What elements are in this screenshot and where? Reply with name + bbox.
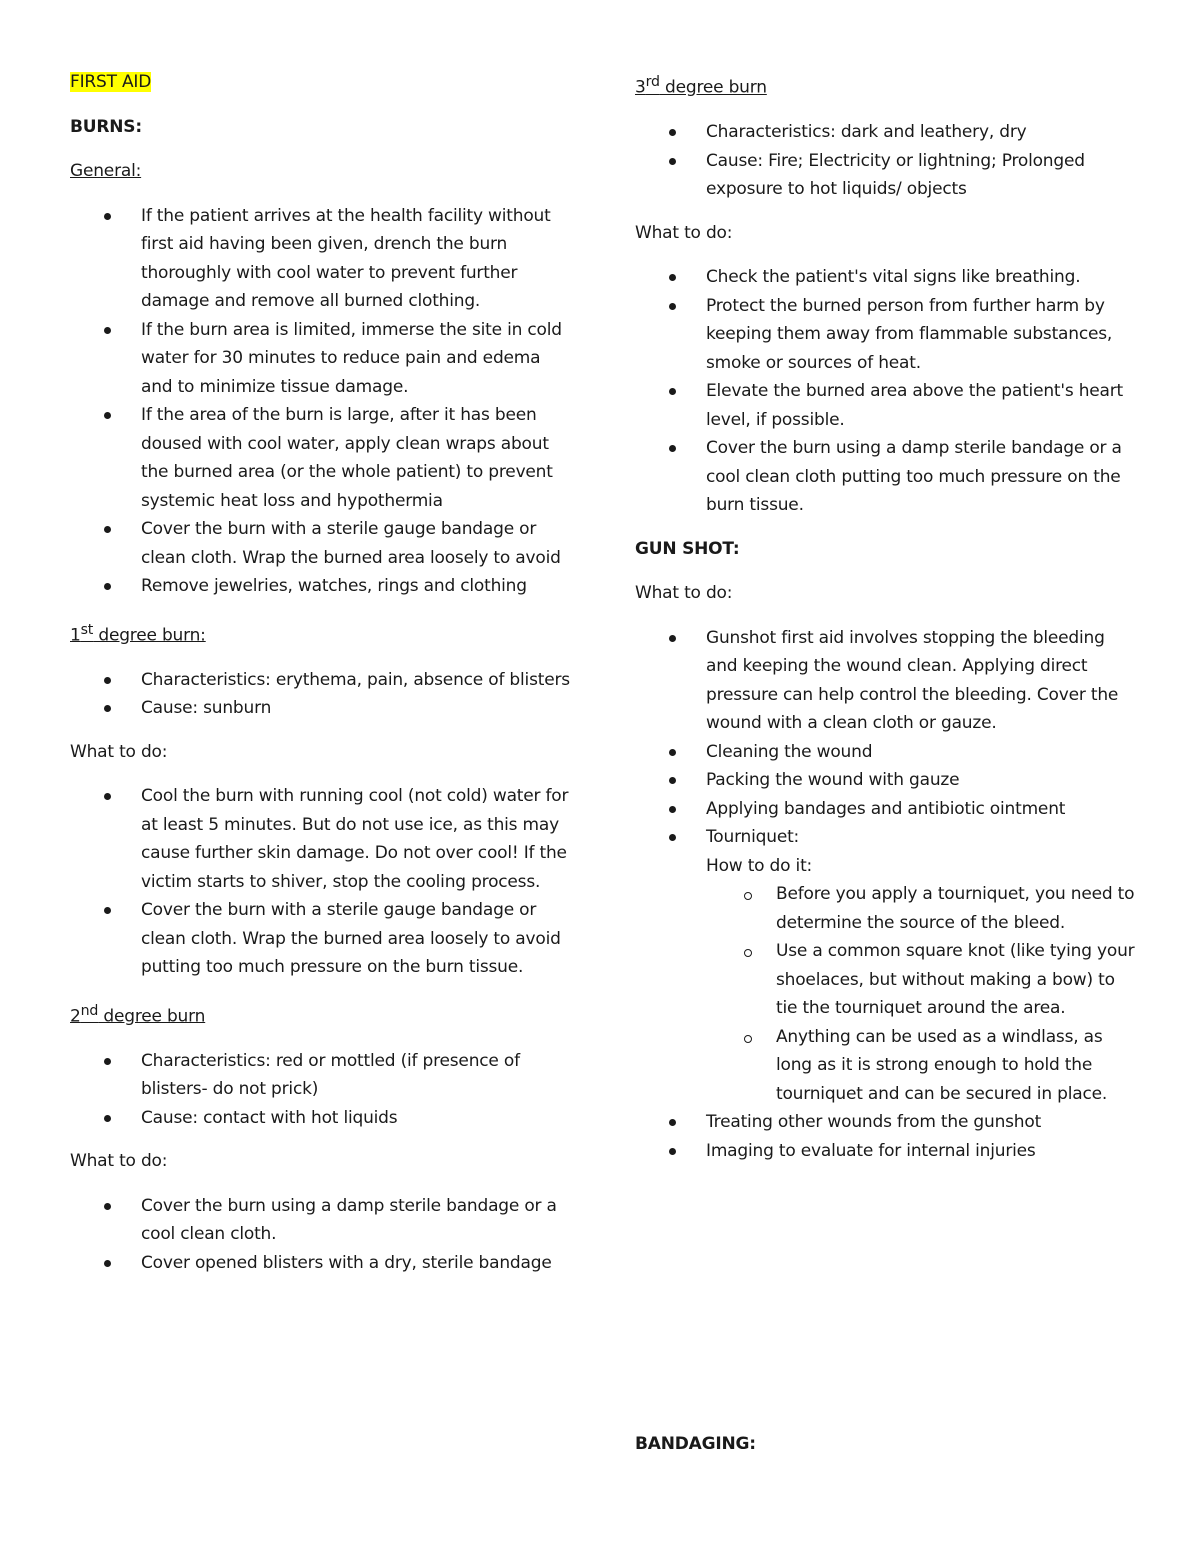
list-item: Cause: contact with hot liquids xyxy=(70,1104,575,1133)
list-item: Cover the burn with a sterile gauge bandage or clean cloth. Wrap the burned area loosely to avoid xyxy=(70,515,575,572)
general-label: General: xyxy=(70,161,142,181)
list-item: Anything can be used as a windlass, as long as it is strong enough to hold the tourniquet and can be secured in place. xyxy=(706,1023,1140,1109)
list-item: If the area of the burn is large, after it has been doused with cool water, apply clean wraps about the burned area (or the whole patient) to prevent systemic heat loss and hypothermia xyxy=(70,401,575,515)
list-item: Cool the burn with running cool (not cold) water for at least 5 minutes. But do not use ice, as this may cause further skin damage. Do not over cool! If the victim starts to shiver, stop the cooling process. xyxy=(70,782,575,896)
list-item: Gunshot first aid involves stopping the bleeding and keeping the wound clean. Applying direct pressure can help control the bleeding. Cover the wound with a clean cloth or gauze. xyxy=(635,624,1140,738)
tourniquet-how-label: How to do it: xyxy=(706,855,813,876)
second-degree-what-list xyxy=(70,1192,575,1278)
gunshot-list xyxy=(635,624,1140,1166)
list-item: Characteristics: dark and leathery, dry xyxy=(635,118,1140,147)
second-degree-what-label: What to do: xyxy=(70,1151,168,1172)
document-title: FIRST AID xyxy=(70,72,152,92)
list-item: Cover the burn using a damp sterile bandage or a cool clean cloth. xyxy=(70,1192,575,1249)
list-item: Cause: sunburn xyxy=(70,694,575,723)
burns-heading: BURNS: xyxy=(70,116,142,137)
list-item: If the patient arrives at the health facility without first aid having been given, drench the burn thoroughly with cool water to prevent further damage and remove all burned clothing. xyxy=(70,202,575,316)
list-item: Elevate the burned area above the patient's heart level, if possible. xyxy=(635,377,1140,434)
gunshot-heading: GUN SHOT: xyxy=(635,538,740,559)
list-item: Remove jewelries, watches, rings and clothing xyxy=(70,572,575,601)
list-item: Check the patient's vital signs like breathing. xyxy=(635,263,1140,292)
second-degree-heading: 2nd degree burn xyxy=(70,1002,206,1027)
first-degree-list xyxy=(70,666,575,723)
third-degree-heading: 3rd degree burn xyxy=(635,74,767,98)
list-item: Treating other wounds from the gunshot xyxy=(635,1108,1140,1137)
bandaging-heading: BANDAGING: xyxy=(635,1434,756,1454)
third-degree-what-list xyxy=(635,263,1140,520)
right-column xyxy=(635,68,1140,1180)
second-degree-list xyxy=(70,1047,575,1133)
first-degree-heading: 1st degree burn: xyxy=(70,621,206,646)
list-item: Applying bandages and antibiotic ointment xyxy=(635,795,1140,824)
tourniquet-item xyxy=(635,823,1140,1108)
first-degree-what-list xyxy=(70,782,575,982)
list-item: If the burn area is limited, immerse the site in cold water for 30 minutes to reduce pain and edema and to minimize tissue damage. xyxy=(70,316,575,402)
list-item: Imaging to evaluate for internal injuries xyxy=(635,1137,1140,1166)
list-item: Cover opened blisters with a dry, sterile bandage xyxy=(70,1249,575,1278)
list-item: Use a common square knot (like tying your shoelaces, but without making a bow) to tie the tourniquet around the area. xyxy=(706,937,1140,1023)
left-column xyxy=(70,68,575,1292)
list-item: Cover the burn with a sterile gauge bandage or clean cloth. Wrap the burned area loosely to avoid putting too much pressure on the burn tissue. xyxy=(70,896,575,982)
list-item: Characteristics: red or mottled (if presence of blisters- do not prick) xyxy=(70,1047,575,1104)
list-item: Protect the burned person from further harm by keeping them away from flammable substances, smoke or sources of heat. xyxy=(635,292,1140,378)
gunshot-what-label: What to do: xyxy=(635,583,733,604)
third-degree-what-label: What to do: xyxy=(635,222,733,243)
list-item: Before you apply a tourniquet, you need to determine the source of the bleed. xyxy=(706,880,1140,937)
tourniquet-steps xyxy=(706,880,1140,1108)
first-degree-what-label: What to do: xyxy=(70,741,168,762)
general-list xyxy=(70,202,575,601)
list-item: Packing the wound with gauze xyxy=(635,766,1140,795)
list-item: Cover the burn using a damp sterile bandage or a cool clean cloth putting too much pressure on the burn tissue. xyxy=(635,434,1140,520)
third-degree-list xyxy=(635,118,1140,204)
list-item: Characteristics: erythema, pain, absence of blisters xyxy=(70,666,575,695)
list-item: Cause: Fire; Electricity or lightning; Prolonged exposure to hot liquids/ objects xyxy=(635,147,1140,204)
tourniquet-label: Tourniquet: xyxy=(706,827,800,848)
list-item: Cleaning the wound xyxy=(635,738,1140,767)
